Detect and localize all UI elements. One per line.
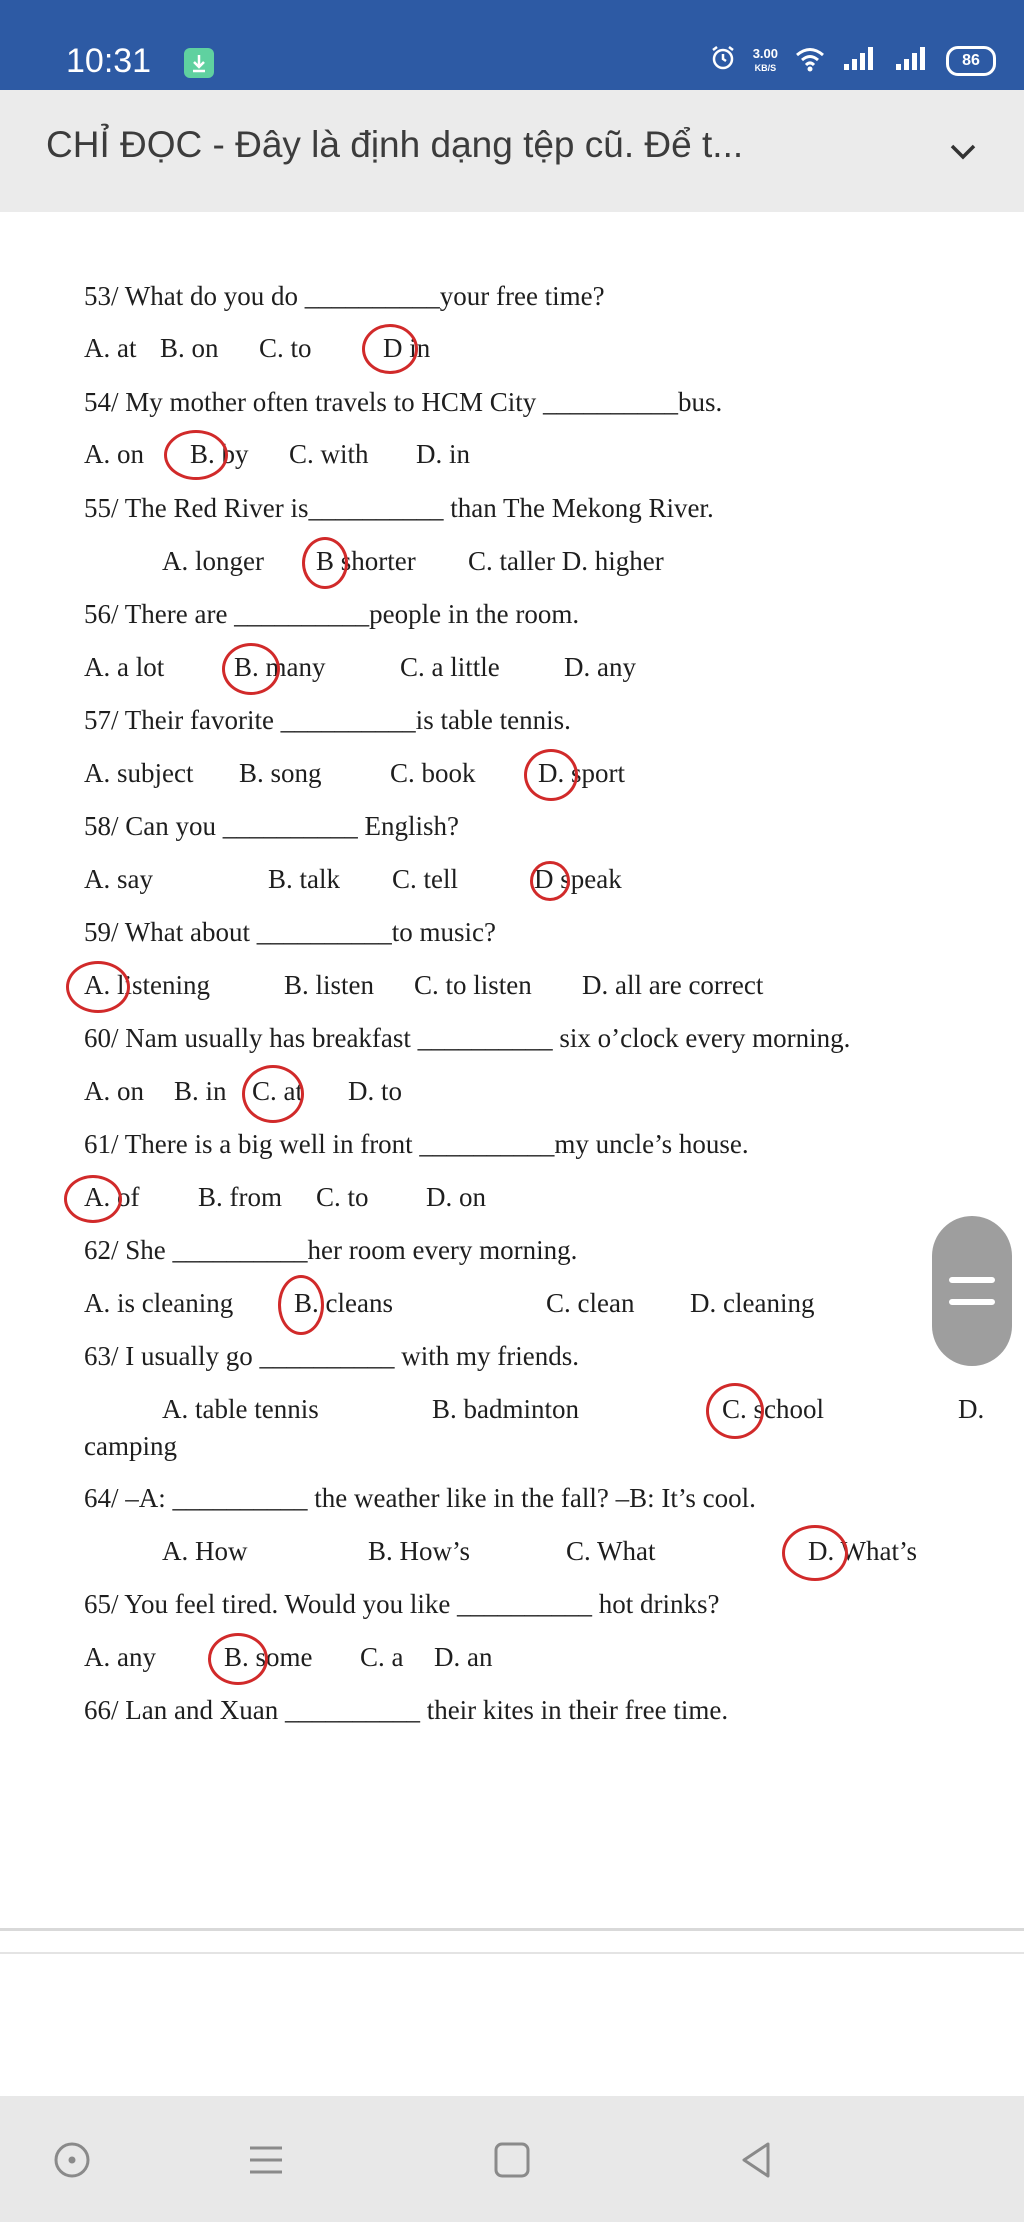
question-65: 65/ You feel tired. Would you like __________ hot drinks?: [84, 1589, 720, 1619]
option-c: C. book: [390, 758, 476, 788]
option-a-selected: A. of: [84, 1182, 140, 1212]
download-icon: [184, 48, 214, 78]
options-63-wrap: camping: [84, 1431, 177, 1461]
net-speed: 3.00 KB/S: [752, 45, 778, 73]
option-d: D. cleaning: [690, 1288, 815, 1318]
battery-icon: 86: [946, 46, 996, 76]
option-b-selected: B. some: [224, 1642, 313, 1672]
option-b: B. listen: [284, 970, 375, 1000]
signal-icon: [842, 44, 878, 77]
answer-circle: [64, 1175, 122, 1223]
option-b: B. from: [198, 1182, 282, 1212]
navigation-bar: [0, 2096, 1024, 2222]
option-c: C. tell: [392, 864, 458, 894]
option-c: C. to: [316, 1182, 369, 1212]
scroll-handle[interactable]: [932, 1216, 1012, 1366]
option-a: A. say: [84, 864, 153, 894]
title-bar: [0, 90, 1024, 212]
question-66: 66/ Lan and Xuan __________ their kites in their free time.: [84, 1695, 729, 1725]
home-icon[interactable]: [482, 2130, 542, 2190]
option-c: C. What: [566, 1536, 656, 1566]
option-a-selected: A. listening: [84, 970, 210, 1000]
option-d: D. in: [416, 439, 470, 469]
option-b-selected: B. many: [234, 652, 326, 682]
answer-circle: [208, 1633, 268, 1685]
question-57: 57/ Their favorite __________is table tennis.: [84, 705, 571, 735]
alarm-icon: [709, 44, 737, 77]
option-c: C. to: [259, 333, 312, 363]
option-d: D. all are correct: [582, 970, 764, 1000]
question-64: 64/ –A: __________ the weather like in the fall? –B: It’s cool.: [84, 1483, 756, 1513]
document-title: CHỈ ĐỌC - Đây là định dạng tệp cũ. Để t...: [46, 124, 744, 165]
option-d-selected: D. What’s: [808, 1536, 917, 1566]
option-c-selected: C. school: [722, 1394, 825, 1424]
answer-circle: [362, 324, 418, 374]
option-a: A. on: [84, 439, 144, 469]
option-d-selected: D speak: [534, 864, 622, 894]
status-bar: [0, 0, 1024, 90]
status-time: 10:31: [66, 42, 152, 80]
answer-circle: [164, 430, 228, 480]
option-b: B. badminton: [432, 1394, 579, 1424]
signal-icon-2: [894, 44, 930, 77]
option-c: C. a little: [400, 652, 500, 682]
chevron-down-icon[interactable]: [938, 126, 988, 176]
option-b-selected: B. by: [190, 439, 249, 469]
page-divider-2: [0, 1952, 1024, 1954]
wifi-icon: [794, 44, 826, 77]
menu-icon[interactable]: [236, 2130, 296, 2190]
option-d: D. to: [348, 1076, 402, 1106]
option-b: B. on: [160, 333, 219, 363]
option-a: A. longer: [162, 546, 264, 576]
answer-circle: [242, 1065, 304, 1123]
option-a: A. a lot: [84, 652, 165, 682]
answer-circle: [706, 1383, 764, 1439]
question-59: 59/ What about __________to music?: [84, 917, 496, 947]
option-d-selected: D. sport: [538, 758, 625, 788]
question-53: 53/ What do you do __________your free time?: [84, 281, 605, 311]
question-60: 60/ Nam usually has breakfast __________ six o’clock every morning.: [84, 1023, 851, 1053]
option-c: C. a: [360, 1642, 404, 1672]
question-55: 55/ The Red River is__________ than The Mekong River.: [84, 493, 714, 523]
question-54: 54/ My mother often travels to HCM City __________bus.: [84, 387, 723, 417]
question-56: 56/ There are __________people in the room.: [84, 599, 580, 629]
question-62: 62/ She __________her room every morning.: [84, 1235, 578, 1265]
option-c: C. to listen: [414, 970, 532, 1000]
document-page[interactable]: [0, 212, 1024, 1930]
assistant-icon[interactable]: [42, 2130, 102, 2190]
option-a: A. table tennis: [162, 1394, 319, 1424]
answer-circle: [524, 749, 578, 801]
answer-circle: [302, 537, 348, 589]
answer-circle: [782, 1525, 848, 1581]
option-c-selected: C. at: [252, 1076, 303, 1106]
option-c: C. taller D. higher: [468, 546, 664, 576]
back-icon[interactable]: [726, 2130, 786, 2190]
option-d: D.: [958, 1394, 985, 1424]
answer-circle: [222, 643, 280, 695]
option-c: C. with: [289, 439, 369, 469]
option-b: B. song: [239, 758, 322, 788]
answer-circle: [278, 1275, 324, 1335]
option-a: A. subject: [84, 758, 194, 788]
option-a: A. How: [162, 1536, 248, 1566]
question-63: 63/ I usually go __________ with my friends.: [84, 1341, 579, 1371]
question-58: 58/ Can you __________ English?: [84, 811, 459, 841]
option-a: A. is cleaning: [84, 1288, 234, 1318]
option-d: D. any: [564, 652, 636, 682]
option-a: A. at: [84, 333, 137, 363]
option-c: C. clean: [546, 1288, 635, 1318]
page-divider: [0, 1928, 1024, 1931]
option-d-selected: D in: [383, 333, 431, 363]
option-d: D. on: [426, 1182, 486, 1212]
option-b: B. talk: [268, 864, 340, 894]
option-d: D. an: [434, 1642, 493, 1672]
answer-circle: [66, 961, 130, 1013]
option-a: A. on: [84, 1076, 144, 1106]
option-b-selected: B. cleans: [294, 1288, 393, 1318]
option-b: B. in: [174, 1076, 227, 1106]
option-b-selected: B shorter: [316, 546, 416, 576]
option-a: A. any: [84, 1642, 156, 1672]
question-61: 61/ There is a big well in front __________my uncle’s house.: [84, 1129, 749, 1159]
answer-circle: [530, 861, 570, 901]
option-b: B. How’s: [368, 1536, 471, 1566]
